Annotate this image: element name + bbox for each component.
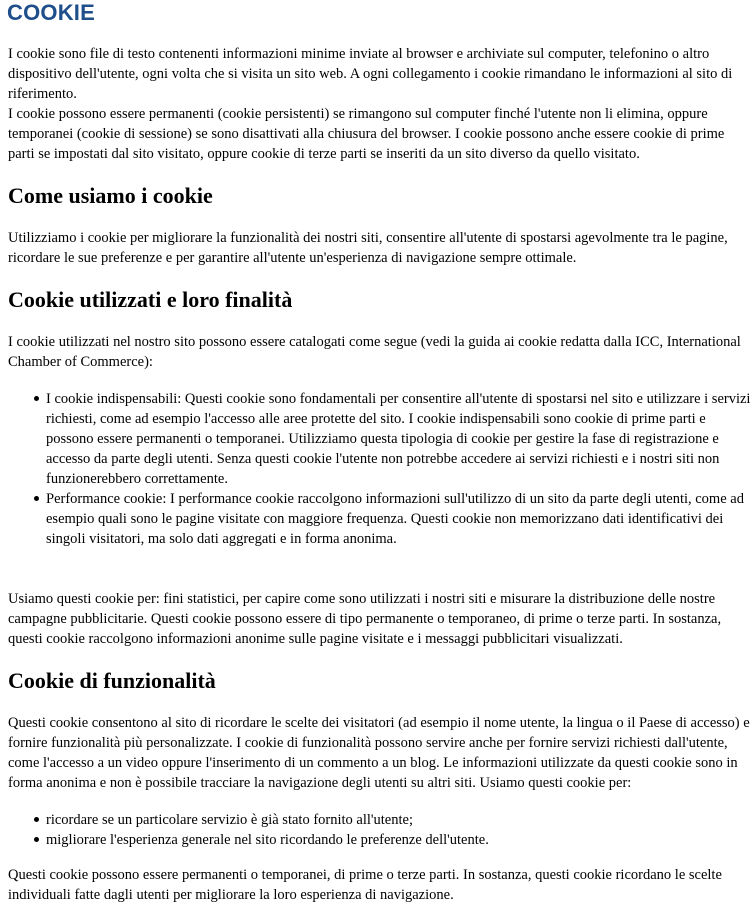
section-heading-usage: Come usiamo i cookie <box>8 183 213 208</box>
list-item: ricordare se un particolare servizio è già stato fornito all'utente; <box>46 810 753 830</box>
list-item: migliorare l'esperienza generale nel sito ricordando le preferenze dell'utente. <box>46 830 753 850</box>
section-functionality-body: Questi cookie consentono al sito di ricordare le scelte dei visitatori (ad esempio il nome utente, la lingua o il Paese di accesso) e fornire funzionalità più personalizzate. I cookie di funzionalità possono servire anche per fornire servizi richiesti dall'utente, come l'accesso a un video oppure l'inserimento di un commento a un blog. Le informazioni utilizzate da questi cookie sono in forma anonima e non è possibile tracciare la navigazione degli utenti su altri siti. Usiamo questi cookie per: <box>8 715 750 791</box>
spacer <box>8 549 753 589</box>
section-heading-types: Cookie utilizzati e loro finalità <box>8 287 293 312</box>
spacer <box>8 850 753 865</box>
page-title: COOKIE <box>7 0 95 25</box>
section-types-after: Usiamo questi cookie per: fini statistici, per capire come sono utilizzati i nostri siti e misurare la distribuzione delle nostre campagne pubblicitarie. Questi cookie possono essere di tipo permanente o temporaneo, di prime o terze parti. In sostanza, questi cookie raccolgono informazioni anonime sulle pagine visitate e i messaggi pubblicitari visualizzati. <box>8 591 722 647</box>
section-functionality-after: Questi cookie possono essere permanenti o temporanei, di prime o terze parti. In sostanza, questi cookie ricordano le scelte individuali fatte dagli utenti per migliorare la loro esperienza di navigazione. <box>8 867 722 903</box>
functionality-list <box>8 810 753 850</box>
section-usage-body: Utilizziamo i cookie per migliorare la funzionalità dei nostri siti, consentire all'utente di spostarsi agevolmente tra le pagine, ricordare le sue preferenze e per garantire all'utente un'esperienza di navigazione sempre ottimale. <box>8 230 728 266</box>
cookie-types-list <box>8 389 753 549</box>
section-types-body: I cookie utilizzati nel nostro sito possono essere catalogati come segue (vedi la guida ai cookie redatta dalla ICC, International Chamber of Commerce): <box>8 334 741 370</box>
intro-paragraph-1: I cookie sono file di testo contenenti informazioni minime inviate al browser e archiviate sul computer, telefonino o altro dispositivo dell'utente, ogni volta che si visita un sito web. A ogni collegamento i cookie rimandano le informazioni al sito di riferimento. <box>8 46 733 102</box>
section-heading-functionality: Cookie di funzionalità <box>8 668 216 693</box>
list-item: I cookie indispensabili: Questi cookie sono fondamentali per consentire all'utente di spostarsi nel sito e utilizzare i servizi richiesti, come ad esempio l'accesso alle aree protette del sito. I cookie indispensabili sono cookie di prime parti e possono essere permanenti o temporanei. Utilizziamo questa tipologia di cookie per gestire la fase di registrazione e accesso da parte degli utenti. Senza questi cookie l'utente non potrebbe accedere ai servizi richiesti e i nostri siti non funzionerebbero correttamente. <box>46 389 753 489</box>
list-item: Performance cookie: I performance cookie raccolgono informazioni sull'utilizzo di un sito da parte degli utenti, come ad esempio quali sono le pagine visitate con maggiore frequenza. Questi cookie non memorizzano dati identificativi dei singoli visitatori, ma solo dati aggregati e in forma anonima. <box>46 489 753 549</box>
intro-paragraph-2: I cookie possono essere permanenti (cookie persistenti) se rimangono sul computer finché l'utente non li elimina, oppure temporanei (cookie di sessione) se sono disattivati alla chiusura del browser. I cookie possono anche essere cookie di prime parti se impostati dal sito visitato, oppure cookie di terze parti se inseriti da un sito diverso da quello visitato. <box>8 106 725 162</box>
